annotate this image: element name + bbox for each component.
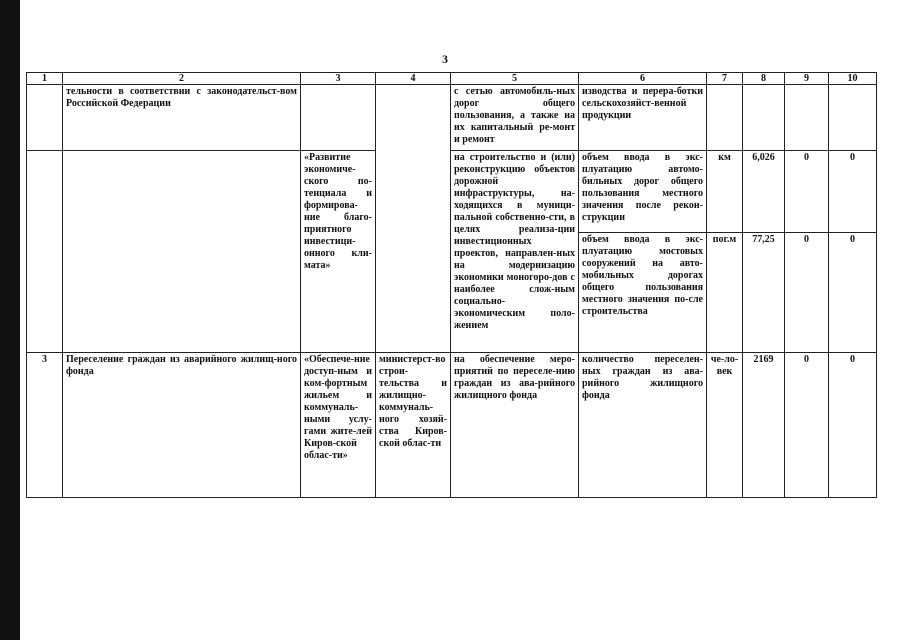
- table-cell: пог.м: [707, 233, 743, 353]
- table-cell: 0: [829, 233, 877, 353]
- table-cell: [301, 85, 376, 151]
- table-cell: 77,25: [743, 233, 785, 353]
- column-number: 1: [27, 73, 63, 85]
- table-cell: че-ло-век: [707, 353, 743, 498]
- table-cell: объем ввода в экс-плуатацию мостовых сооружений на авто-мобильных дорогах общего пользования местного значения по-сле строительства: [579, 233, 707, 353]
- table-cell: [785, 85, 829, 151]
- table-cell: объем ввода в экс-плуатацию автомо-бильных дорог общего пользования местного значения после рекон-струкции: [579, 151, 707, 233]
- column-number: 5: [451, 73, 579, 85]
- table-cell: [27, 151, 63, 353]
- table-cell: [63, 151, 301, 353]
- table-cell: министерст-во строи-тельства и жилищно-коммуналь-ного хозяй-ства Киров-ской облас-ти: [376, 353, 451, 498]
- table-cell: 6,026: [743, 151, 785, 233]
- table-cell: «Обеспече-ние доступ-ным и ком-фортным жильем и коммуналь-ными услу-гами жите-лей Киров-ской облас-ти»: [301, 353, 376, 498]
- column-number: 10: [829, 73, 877, 85]
- table-cell: изводства и перера-ботки сельскохозяйст-венной продукции: [579, 85, 707, 151]
- column-number: 9: [785, 73, 829, 85]
- table-cell: 0: [785, 353, 829, 498]
- table-row: [27, 353, 877, 498]
- table-cell: 0: [829, 151, 877, 233]
- table-cell: «Развитие экономиче-ского по-тенциала и формирова-ние благо-приятного инвестици-онного кли-мата»: [301, 151, 376, 353]
- page-number: 3: [442, 52, 448, 66]
- table-cell: [829, 85, 877, 151]
- column-number: 4: [376, 73, 451, 85]
- table-cell: [27, 85, 63, 151]
- table-cell: 0: [785, 151, 829, 233]
- table-row: [27, 151, 877, 233]
- table-cell: на обеспечение меро-приятий по переселе-нию граждан из ава-рийного жилищного фонда: [451, 353, 579, 498]
- program-table: [26, 72, 877, 498]
- table-cell: 3: [27, 353, 63, 498]
- scan-edge-shadow: [0, 0, 20, 640]
- column-number: 6: [579, 73, 707, 85]
- column-number: 2: [63, 73, 301, 85]
- table-cell: Переселение граждан из аварийного жилищ-ного фонда: [63, 353, 301, 498]
- column-number: 8: [743, 73, 785, 85]
- table-cell: количество переселен-ных граждан из ава-рийного жилищного фонда: [579, 353, 707, 498]
- column-number-row: [27, 73, 877, 85]
- table-cell: 0: [829, 353, 877, 498]
- table-row: [27, 85, 877, 151]
- table-cell: км: [707, 151, 743, 233]
- table-cell: тельности в соответствии с законодательст-вом Российской Федерации: [63, 85, 301, 151]
- table-cell: [743, 85, 785, 151]
- table-cell: [707, 85, 743, 151]
- table-cell: 0: [785, 233, 829, 353]
- column-number: 3: [301, 73, 376, 85]
- table-cell: с сетью автомобиль-ных дорог общего пользования, а также на их капитальный ре-монт и ремонт: [451, 85, 579, 151]
- table-cell: 2169: [743, 353, 785, 498]
- table-cell: [376, 85, 451, 353]
- column-number: 7: [707, 73, 743, 85]
- table-cell: на строительство и (или) реконструкцию объектов дорожной инфраструктуры, на-ходящихся в муници-пальной собственно-сти, в целях реализа-ции инвестиционных проектов, направлен-ных на модернизацию экономики моногоро-дов с наиболее слож-ным социально-экономическим поло-жением: [451, 151, 579, 353]
